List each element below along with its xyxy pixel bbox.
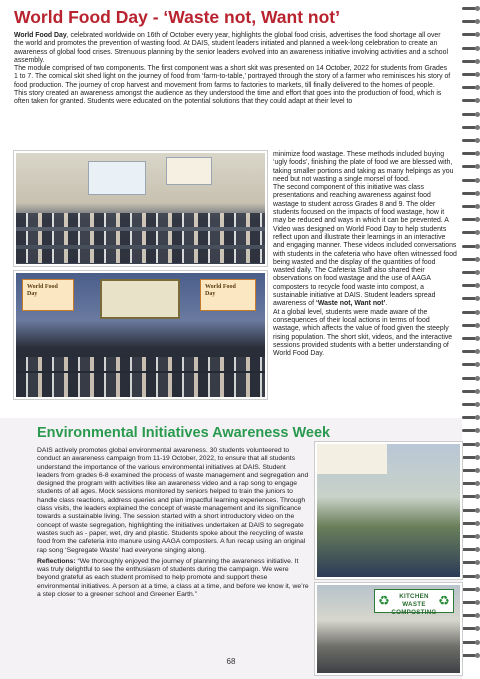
spiral-coil [462, 178, 480, 183]
coil-ring [462, 297, 476, 300]
coil-ring [462, 192, 476, 195]
coil-hole [475, 389, 480, 394]
coil-ring [462, 350, 476, 353]
presentation-screen [88, 161, 146, 195]
spiral-coil [462, 98, 480, 103]
spiral-coil [462, 6, 480, 11]
coil-hole [475, 428, 480, 433]
global-level-paragraph: At a global level, students were made aware of the consequences of their local actions in terms of food wastage, which affects the value of food given the steeply rising population. The short skit, videos, and the interactive sessions provided students with a better understanding of World Food Day. [273, 308, 453, 358]
coil-ring [462, 60, 476, 63]
coil-ring [462, 429, 476, 432]
coil-hole [475, 481, 480, 486]
spiral-coil [462, 151, 480, 156]
section-title-world-food-day: World Food Day - ‘Waste not, Want not’ [14, 7, 340, 27]
coil-hole [475, 640, 480, 645]
students-row [16, 213, 265, 227]
coil-hole [475, 204, 480, 209]
coil-hole [475, 19, 480, 24]
spiral-coil [462, 310, 480, 315]
coil-hole [475, 521, 480, 526]
coil-hole [475, 125, 480, 130]
coil-hole [475, 164, 480, 169]
intro-text [14, 32, 452, 107]
spiral-coil [462, 349, 480, 354]
spiral-coil [462, 59, 480, 64]
audience-row [16, 387, 265, 399]
coil-hole [475, 257, 480, 262]
coil-hole [475, 402, 480, 407]
coil-hole [475, 653, 480, 658]
composting-sign [374, 589, 454, 616]
banner-left-text: World Food Day [27, 284, 58, 297]
spiral-coil [462, 494, 480, 499]
spiral-coil [462, 164, 480, 169]
coil-ring [462, 179, 476, 182]
spiral-coil [462, 587, 480, 592]
coil-ring [462, 363, 476, 366]
second-component-paragraph [273, 184, 458, 308]
spiral-coil [462, 626, 480, 631]
spiral-coil [462, 283, 480, 288]
coil-ring [462, 258, 476, 261]
recycle-icon: ♻ [438, 593, 450, 608]
coil-hole [475, 6, 480, 11]
coil-ring [462, 509, 476, 512]
spiral-coil [462, 336, 480, 341]
spiral-coil [462, 415, 480, 420]
lead-rest: , celebrated worldwide on 16th of October every year, highlights the global food crisis, advertises the food shortage all over the world and promotes the prevention of wasting food. At DAIS, student leaders initiated and planned a week-long celebration to create an awareness of global food crises. Strenuous planning by the senior leaders evolved into an awareness initiative involving activities and a school assembly. [14, 32, 448, 64]
coil-hole [475, 508, 480, 513]
intro-paragraph [14, 32, 452, 65]
coil-ring [462, 33, 476, 36]
spiral-coil [462, 468, 480, 473]
coil-ring [462, 641, 476, 644]
spiral-coil [462, 455, 480, 460]
coil-hole [475, 336, 480, 341]
coil-hole [475, 468, 480, 473]
spiral-coil [462, 257, 480, 262]
spiral-binding [460, 6, 480, 676]
coil-hole [475, 534, 480, 539]
spiral-coil [462, 389, 480, 394]
coil-ring [462, 205, 476, 208]
coil-hole [475, 85, 480, 90]
spiral-coil [462, 402, 480, 407]
coil-ring [462, 311, 476, 314]
coil-ring [462, 390, 476, 393]
coil-hole [475, 626, 480, 631]
coil-ring [462, 627, 476, 630]
coil-hole [475, 98, 480, 103]
classroom-photo [14, 151, 267, 266]
environmental-text [37, 447, 309, 602]
world-food-day-section [14, 6, 460, 416]
coil-ring [462, 231, 476, 234]
spiral-coil [462, 72, 480, 77]
coil-ring [462, 20, 476, 23]
coil-hole [475, 46, 480, 51]
module-paragraph: The module comprised of two components. The first component was a short skit was presented on 14 October, 2022 for students from Grades 1 to 7. The comical skit shed light on the journey of food from ‘farm-to-table,’ portrayed through the story of a farmer who reminisces his story of food production. The journey of crop harvest and movement from farms to factories to markets, till finally delivered to the homes of people. [14, 65, 451, 89]
coil-ring [462, 337, 476, 340]
spiral-coil [462, 32, 480, 37]
banner-right [200, 279, 256, 311]
coil-ring [462, 324, 476, 327]
second-component-end: . [385, 300, 388, 308]
spiral-coil [462, 270, 480, 275]
spiral-coil [462, 521, 480, 526]
coil-hole [475, 32, 480, 37]
spiral-coil [462, 362, 480, 367]
composting-sign-text: KITCHEN WASTE COMPOSTING [391, 593, 437, 616]
coil-hole [475, 310, 480, 315]
coil-ring [462, 456, 476, 459]
coil-ring [462, 99, 476, 102]
coil-hole [475, 59, 480, 64]
spiral-coil [462, 125, 480, 130]
coil-hole [475, 296, 480, 301]
coil-hole [475, 178, 480, 183]
coil-hole [475, 442, 480, 447]
coil-hole [475, 349, 480, 354]
coil-ring [462, 482, 476, 485]
coil-ring [462, 416, 476, 419]
spiral-coil [462, 560, 480, 565]
spiral-coil [462, 138, 480, 143]
reflections-text: “We thoroughly enjoyed the journey of planning the awareness initiative. It was truly delightful to see the enthusiasm of students during the campaign. We were beyond grateful as each student promised to help promote and support these environmental initiatives. A person at a time, a class at a time, and before we know it, we’re a step closer to a greener school and Greener Earth.” [37, 557, 309, 599]
coil-hole [475, 283, 480, 288]
banner-left [22, 279, 74, 311]
spiral-coil [462, 46, 480, 51]
spiral-coil [462, 534, 480, 539]
coil-hole [475, 323, 480, 328]
spiral-coil [462, 217, 480, 222]
coil-hole [475, 270, 480, 275]
coil-hole [475, 560, 480, 565]
page-number: 68 [226, 657, 236, 666]
coil-hole [475, 138, 480, 143]
coil-ring [462, 47, 476, 50]
coil-ring [462, 654, 476, 657]
coil-hole [475, 587, 480, 592]
reflections-label: Reflections: [37, 557, 76, 565]
coil-hole [475, 600, 480, 605]
coil-ring [462, 245, 476, 248]
spiral-coil [462, 442, 480, 447]
coil-hole [475, 191, 480, 196]
coil-ring [462, 535, 476, 538]
spiral-coil [462, 547, 480, 552]
coil-hole [475, 415, 480, 420]
coil-ring [462, 377, 476, 380]
coil-hole [475, 217, 480, 222]
spiral-coil [462, 296, 480, 301]
students-row [16, 249, 265, 263]
coil-ring [462, 284, 476, 287]
classroom-board [317, 444, 387, 474]
coil-hole [475, 494, 480, 499]
coil-ring [462, 443, 476, 446]
coil-ring [462, 495, 476, 498]
coil-hole [475, 72, 480, 77]
photo-stack [14, 151, 267, 399]
stage-screen [100, 279, 180, 319]
recycle-icon: ♻ [378, 593, 390, 608]
spiral-coil [462, 376, 480, 381]
coil-hole [475, 151, 480, 156]
right-column-text [273, 151, 458, 358]
coil-ring [462, 113, 476, 116]
coil-ring [462, 126, 476, 129]
audience-row [16, 357, 265, 371]
coil-ring [462, 601, 476, 604]
coil-ring [462, 588, 476, 591]
coil-ring [462, 614, 476, 617]
coil-ring [462, 7, 476, 10]
coil-ring [462, 575, 476, 578]
audience-row [16, 373, 265, 387]
waste-not-bold: ‘Waste not, Want not’ [315, 300, 386, 308]
spiral-coil [462, 653, 480, 658]
methods-paragraph: minimize food wastage. These methods included buying ‘ugly foods’, finishing the plate of food we are blessed with, taking smaller portions and taking as many helpings as you need but not wasting a single morsel of food. [273, 151, 454, 183]
coil-ring [462, 469, 476, 472]
coil-ring [462, 73, 476, 76]
spiral-coil [462, 613, 480, 618]
campaign-paragraph: DAIS actively promotes global environmental awareness. 30 students volunteered to conduct an awareness campaign from 11-19 October, 2022, to ensure that all students understand the importance of the various environmental initiatives at DAIS. Student leaders from grades 6-8 examined the process of waste management and segregation and designed the program with activities like an awareness video and a rap song to engage students of all ages. Mock sessions monitored by seniors helped to train the juniors to handle class reactions, address queries and plan impactful learning experiences. Through class visits, the leaders explained the concept of waste management and its significance towards a sustainable living. The session started with a short introductory video on the concept of waste segregation, highlighting the initiatives undertaken at DAIS to segregate wastes such as - paper, wet, dry and plastic. Students spoke about the recycling of waste food from the cafeteria into manure using AAGA composters. A fun recap using an original rap song ‘Segregate Waste’ had everyone singing along. [37, 447, 309, 554]
coil-hole [475, 112, 480, 117]
coil-ring [462, 522, 476, 525]
coil-hole [475, 574, 480, 579]
spiral-coil [462, 191, 480, 196]
spiral-coil [462, 508, 480, 513]
students-row [16, 231, 265, 245]
spiral-coil [462, 428, 480, 433]
spiral-coil [462, 85, 480, 90]
lead-bold: World Food Day [14, 32, 67, 39]
coil-ring [462, 271, 476, 274]
coil-hole [475, 362, 480, 367]
coil-hole [475, 613, 480, 618]
spiral-coil [462, 244, 480, 249]
coil-hole [475, 547, 480, 552]
coil-hole [475, 244, 480, 249]
spiral-coil [462, 600, 480, 605]
spiral-coil [462, 112, 480, 117]
section-title-environmental-week: Environmental Initiatives Awareness Week [37, 425, 331, 441]
coil-ring [462, 548, 476, 551]
coil-hole [475, 230, 480, 235]
coil-hole [475, 376, 480, 381]
coil-ring [462, 561, 476, 564]
second-component-text: The second component of this initiative was class presentations and reaching awareness against food wastage to student across Grades 8 and 9. The older students focused on the impacts of food wastage, how it may be reduced and ways in which it can be prevented. A Video was designed on World Food Day to help students reflect upon and illustrate their learnings in an interactive and engaging manner. These videos included conversations with students in the cafeteria who have often witnessed food being wasted and the display of the quantities of food wasted daily. The Cafeteria Staff also shared their observations on food wastage and the use of AAGA composters to recycle food waste into compost, a sustainable initiative at DAIS. Student leaders spread awareness of [273, 184, 457, 308]
spiral-coil [462, 640, 480, 645]
coil-hole [475, 455, 480, 460]
spiral-coil [462, 19, 480, 24]
banner-right-text: World Food Day [205, 284, 236, 297]
reflections-paragraph [37, 558, 309, 599]
coil-ring [462, 139, 476, 142]
story-paragraph: This story created an awareness amongst the audience as they understood the time and effort that goes into the production of food, which is often taken for granted. Students were educated on the potential solutions that they could adapt at their level to [14, 90, 442, 106]
coil-ring [462, 86, 476, 89]
environmental-week-section [0, 418, 462, 679]
whiteboard [166, 157, 212, 185]
spiral-coil [462, 230, 480, 235]
coil-ring [462, 152, 476, 155]
coil-ring [462, 165, 476, 168]
coil-ring [462, 403, 476, 406]
coil-ring [462, 218, 476, 221]
spiral-coil [462, 574, 480, 579]
spiral-coil [462, 323, 480, 328]
assembly-photo [14, 271, 267, 399]
spiral-coil [462, 204, 480, 209]
spiral-coil [462, 481, 480, 486]
class-visit-photo [315, 442, 462, 579]
